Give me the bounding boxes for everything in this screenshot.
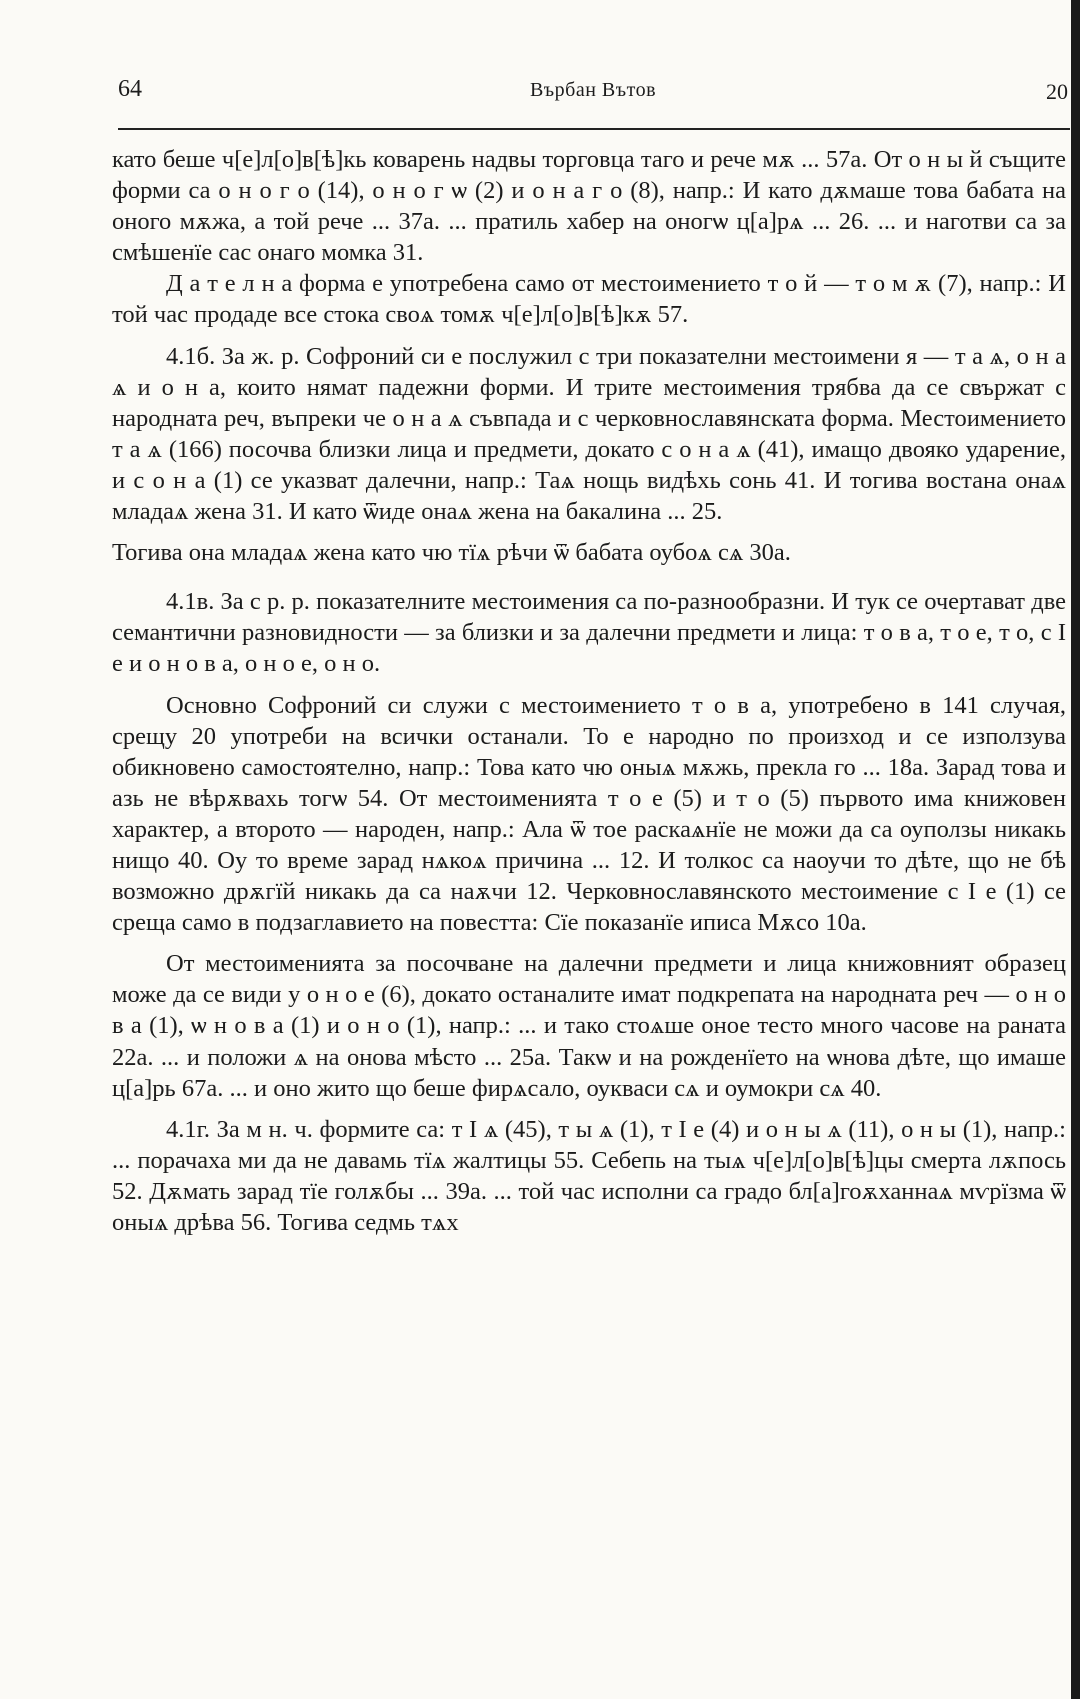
paragraph: Д а т е л н а форма е употребена само от местоимението т о й — т о м ѫ (7), напр.: И той час продаде все стока своѧ томѫ ч[е]л[о]в[ѣ]кѫ 57. bbox=[112, 270, 1066, 329]
paragraph: Тогива она младаѧ жена като чю тїѧ рѣчи ѿ бабата оубоѧ сѧ 30а. bbox=[112, 539, 791, 567]
paragraph: като беше ч[е]л[о]в[ѣ]кь коварень надвы торговца таго и рече мѫ ... 57а. От о н ы й същите форми са о н о г о (14), о н о г ѡ (2) и о н а г о (8), напр.: И като дѫмаше това бабата на оного мѫжа, а той рече ... 37а. ... пратиль хабер на оногѡ ц[а]рѧ ... 26. ... и наготви са за смѣшенїе сас онаго момка 31. bbox=[112, 146, 1066, 267]
running-head: Върбан Вътов bbox=[529, 79, 657, 101]
page-number: 64 bbox=[118, 76, 142, 102]
page-body bbox=[112, 144, 1066, 1238]
cut-off-page-number: 20 bbox=[1046, 79, 1068, 104]
paragraph: 4.1б. За ж. р. Софроний си е послужил с три показателни местоимени я — т а ѧ, о н а ѧ и о н а, които нямат падежни форми. И трите местоимения трябва да се свържат с народната реч, въпреки че о н а ѧ съвпада и с черковнославянската форма. Местоимението т а ѧ (166) посочва близки лица и предмети, докато с о н а ѧ (41), имащо двояко ударение, и с о н а (1) се указват далечни, напр.: Таѧ нощь видѣхь сонь 41. И тогива востана онаѧ младаѧ жена 31. И като ѿиде онаѧ жена на бакалина ... 25. bbox=[112, 342, 1066, 526]
paragraph: 4.1г. За м н. ч. формите са: т I ѧ (45), т ы ѧ (1), т I е (4) и о н ы ѧ (11), о н ы (1), напр.: ... порачаха ми да не давамь тїѧ жалтицы 55. Себепь на тыѧ ч[е]л[о]в[ѣ]цы смерта лѫпось 52. Дѫмать зарад тїе голѫбы ... 39а. ... той час исполни са градо бл[а]гоѫханнаѧ мѵрїзма ѿ оныѧ дрѣва 56. Тогива седмь тѧх bbox=[112, 1115, 1066, 1236]
paragraph: От местоименията за посочване на далечни предмети и лица книжовният образец може да се види у о н о е (6), докато останалите имат подкрепата на народната реч — о н о в а (1), ѡ н о в а (1) и о н о (1), напр.: ... и тако стоѧше оное тесто много часове на раната 22а. ... и положи ѧ на онова мѣсто ... 25а. Такѡ и на рожденїето на ѡнова дѣте, що имаше ц[а]рь 67а. ... и оно жито що беше фирѧсало, оукваси сѧ и оумокри сѧ 40. bbox=[112, 950, 1066, 1102]
paragraph: Основно Софроний си служи с местоимението т о в а, употребено в 141 случая, срещу 20 употреби на всички останали. То е народно по произход и се използува обикновено самостоятелно, напр.: Това като чю оныѧ мѫжь, прекла го ... 18а. Зарад това и азь не вѣрѫвахь тогѡ 54. От местоименията т о е (5) и т о (5) първото има книжовен характер, а второто — народен, напр.: Ала ѿ тое раскаѧнїе не можи да са оуползы никакь нищо 40. Оу то време зарад нѧкоѧ причина ... 12. И толкос са наоучи то дѣте, що не бѣ возможно дрѫгїй никакь да са наѫчи 12. Черковнославянското местоимение с I е (1) се среща само в подзаглавието на повестта: Сїе показанїе иписа Мѫсо 10а. bbox=[112, 691, 1066, 937]
header-rule bbox=[118, 128, 1070, 130]
page-header bbox=[118, 76, 1068, 116]
page-edge-shadow bbox=[1071, 0, 1080, 1699]
paragraph: 4.1в. За с р. р. показателните местоимения са по-разнообразни. И тук се очертават две семантични разновидности — за близки и за далечни предмети и лица: т о в а, т о е, т о, с I е и о н о в а, о н о е, о н о. bbox=[112, 588, 1066, 678]
